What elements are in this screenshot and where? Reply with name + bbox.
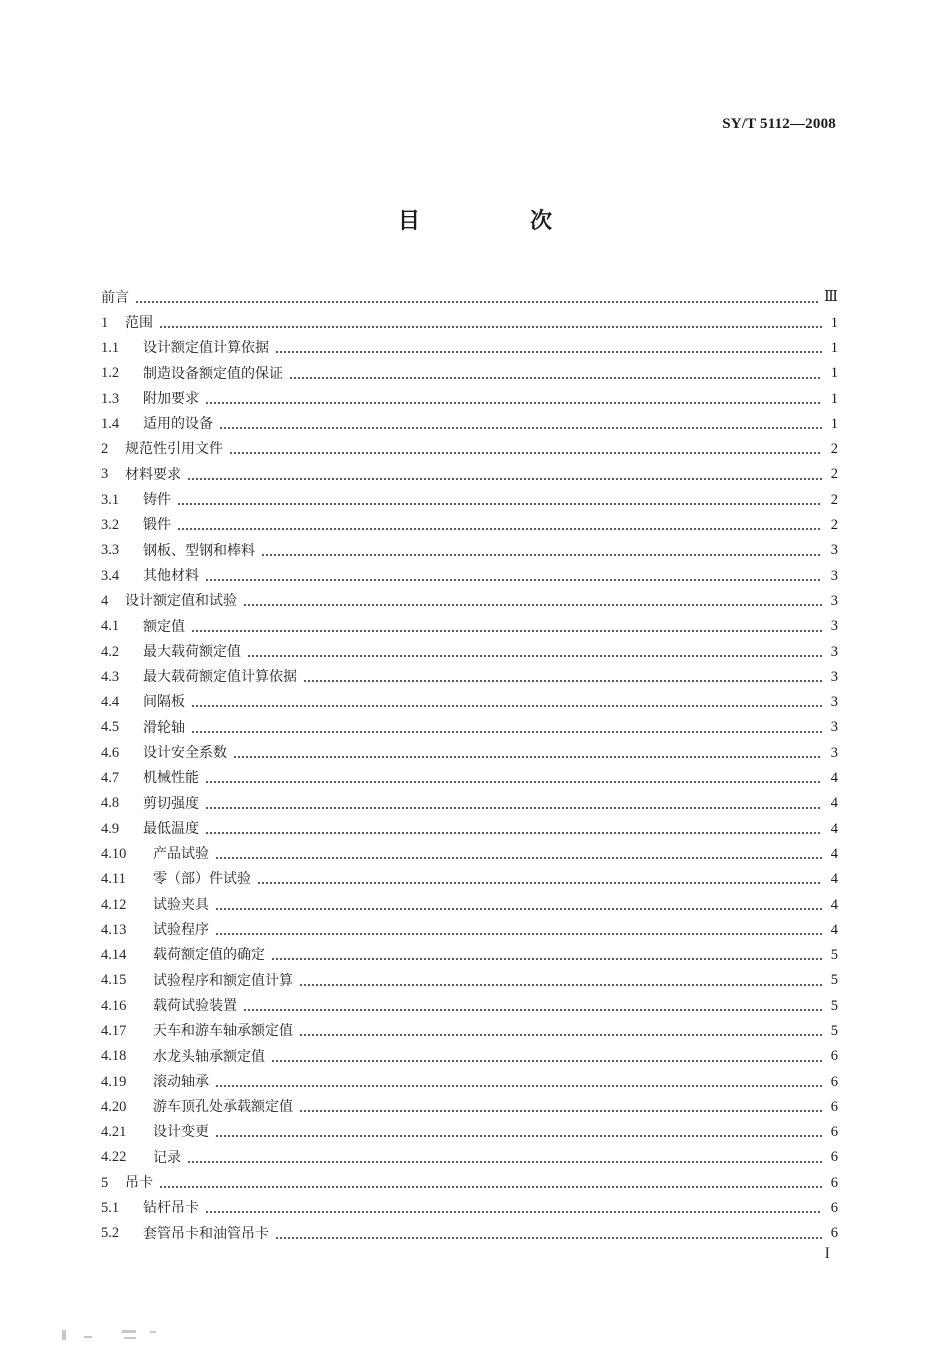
toc-entry-number: 4.11: [101, 871, 126, 888]
toc-entry[interactable]: [101, 892, 838, 917]
dot-leader: [271, 1059, 822, 1062]
toc-entry-label: 试验程序和额定值计算: [153, 972, 293, 989]
toc-entry-label: 锻件: [143, 517, 171, 534]
dot-leader: [289, 376, 822, 379]
toc-entry-number: 5.2: [101, 1225, 120, 1242]
dot-leader: [191, 705, 822, 708]
toc-entry-page: 6: [830, 1124, 838, 1141]
toc-entry[interactable]: [101, 411, 838, 436]
dot-leader: [303, 680, 822, 683]
dot-leader: [187, 1160, 822, 1163]
toc-entry-label: 零（部）件试验: [153, 871, 251, 888]
toc-entry-page: 3: [830, 668, 838, 685]
dot-leader: [219, 427, 822, 430]
toc-entry[interactable]: [101, 589, 838, 614]
dot-leader: [159, 1186, 822, 1189]
toc-entry-number: 4.4: [101, 694, 120, 711]
toc-entry-number: 4.7: [101, 770, 120, 787]
toc-entry-number: 5: [101, 1174, 109, 1191]
dot-leader: [205, 401, 822, 404]
toc-entry[interactable]: [101, 791, 838, 816]
dot-leader: [257, 882, 822, 885]
toc-entry[interactable]: [101, 867, 838, 892]
toc-entry-page: 5: [830, 972, 838, 989]
toc-entry-number: 3: [101, 466, 109, 483]
toc-entry-label: 滑轮轴: [143, 719, 185, 736]
toc-entry-page: 2: [830, 517, 838, 534]
toc-entry-page: 3: [830, 542, 838, 559]
page-number: I: [824, 1245, 830, 1262]
toc-entry-number: 4.19: [101, 1073, 127, 1090]
toc-entry-label: 最低温度: [143, 820, 199, 837]
toc-entry-page: 3: [830, 592, 838, 609]
toc-entry[interactable]: [101, 1145, 838, 1170]
toc-entry[interactable]: [101, 310, 838, 335]
toc-entry-label: 适用的设备: [143, 416, 213, 433]
toc-entry-label: 记录: [153, 1149, 181, 1166]
toc-entry[interactable]: [101, 1095, 838, 1120]
dot-leader: [215, 1135, 822, 1138]
toc-entry-label: 最大载荷额定值计算依据: [143, 669, 297, 686]
scan-artifact: [62, 1328, 172, 1342]
dot-leader: [215, 1084, 822, 1087]
toc-entry-label: 套管吊卡和油管吊卡: [143, 1225, 269, 1242]
dot-leader: [215, 857, 822, 860]
toc-entry-page: 5: [830, 997, 838, 1014]
toc-entry-label: 天车和游车轴承额定值: [153, 1023, 293, 1040]
toc-entry-number: 4.8: [101, 795, 120, 812]
toc-entry-label: 最大载荷额定值: [143, 643, 241, 660]
toc-entry-number: 4.2: [101, 643, 120, 660]
toc-entry-label: 设计变更: [153, 1124, 209, 1141]
toc-entry-number: 1.3: [101, 390, 120, 407]
toc-entry-label: 规范性引用文件: [125, 441, 223, 458]
toc-entry[interactable]: [101, 690, 838, 715]
toc-entry[interactable]: [101, 462, 838, 487]
toc-entry-number: 4.13: [101, 921, 127, 938]
toc-entry-label: 制造设备额定值的保证: [143, 365, 283, 382]
toc-entry-label: 范围: [125, 314, 153, 331]
toc-entry[interactable]: [101, 538, 838, 563]
toc-entry-number: 4.22: [101, 1149, 127, 1166]
toc-entry-page: 3: [830, 694, 838, 711]
table-of-contents: [101, 285, 838, 1246]
toc-entry-label: 附加要求: [143, 390, 199, 407]
dot-leader: [233, 755, 822, 758]
toc-entry[interactable]: [101, 816, 838, 841]
toc-entry-label: 载荷额定值的确定: [153, 947, 265, 964]
toc-entry-number: 4: [101, 592, 109, 609]
toc-entry-label: 其他材料: [143, 567, 199, 584]
toc-entry-number: 4.9: [101, 820, 120, 837]
dot-leader: [229, 452, 822, 455]
dot-leader: [299, 1110, 822, 1113]
dot-leader: [205, 831, 822, 834]
dot-leader: [187, 477, 822, 480]
toc-entry[interactable]: [101, 639, 838, 664]
toc-entry-page: 6: [830, 1048, 838, 1065]
toc-entry-label: 剪切强度: [143, 795, 199, 812]
toc-entry-page: 2: [830, 441, 838, 458]
dot-leader: [205, 1211, 822, 1214]
toc-entry-page: Ⅲ: [824, 289, 838, 306]
toc-entry-number: 4.3: [101, 668, 120, 685]
toc-entry-label: 材料要求: [125, 466, 181, 483]
toc-entry-label: 试验程序: [153, 922, 209, 939]
toc-entry-page: 3: [830, 719, 838, 736]
toc-entry-page: 6: [830, 1225, 838, 1242]
toc-entry-page: 1: [830, 390, 838, 407]
dot-leader: [275, 351, 822, 354]
dot-leader: [299, 983, 822, 986]
toc-entry-number: 4.6: [101, 744, 120, 761]
toc-entry-number: 3.4: [101, 567, 120, 584]
toc-entry-label: 间隔板: [143, 694, 185, 711]
dot-leader: [191, 629, 822, 632]
toc-entry[interactable]: [101, 664, 838, 689]
toc-entry[interactable]: [101, 513, 838, 538]
toc-entry-number: 4.20: [101, 1098, 127, 1115]
toc-entry-page: 6: [830, 1098, 838, 1115]
toc-entry-page: 5: [830, 1023, 838, 1039]
toc-entry[interactable]: [101, 715, 838, 740]
toc-entry-label: 吊卡: [125, 1175, 153, 1192]
toc-entry-label: 额定值: [143, 618, 185, 635]
toc-entry-page: 4: [830, 820, 838, 837]
toc-entry-page: 4: [830, 896, 838, 913]
toc-entry-number: 4.17: [101, 1023, 127, 1039]
toc-entry-page: 6: [830, 1174, 838, 1191]
toc-entry-number: 1.4: [101, 415, 120, 432]
dot-leader: [299, 1034, 822, 1037]
toc-entry-number: 4.16: [101, 997, 127, 1014]
dot-leader: [215, 907, 822, 910]
toc-entry-number: 1.1: [101, 339, 120, 356]
toc-entry-label: 水龙头轴承额定值: [153, 1048, 265, 1065]
toc-entry-label: 钢板、型钢和棒料: [143, 542, 255, 559]
toc-entry-number: 4.1: [101, 618, 120, 635]
dot-leader: [159, 325, 822, 328]
toc-entry-label: 设计额定值和试验: [125, 593, 237, 610]
toc-entry-label: 游车顶孔处承载额定值: [153, 1099, 293, 1116]
toc-entry-number: 1.2: [101, 365, 120, 382]
toc-entry[interactable]: [101, 563, 838, 588]
toc-entry[interactable]: [101, 386, 838, 411]
toc-entry-number: 5.1: [101, 1200, 120, 1217]
toc-entry-page: 5: [830, 947, 838, 964]
dot-leader: [275, 1236, 822, 1239]
dot-leader: [177, 503, 822, 506]
dot-leader: [205, 578, 822, 581]
toc-entry[interactable]: [101, 437, 838, 462]
toc-entry-page: 4: [830, 845, 838, 862]
toc-entry[interactable]: [101, 943, 838, 968]
toc-entry[interactable]: [101, 336, 838, 361]
toc-entry-number: 4.15: [101, 972, 127, 989]
toc-entry[interactable]: [101, 1196, 838, 1221]
dot-leader: [191, 730, 822, 733]
toc-entry-label: 前言: [101, 289, 129, 306]
toc-entry[interactable]: [101, 917, 838, 942]
toc-entry-number: 4.10: [101, 845, 127, 862]
dot-leader: [177, 528, 822, 531]
toc-entry-number: 4.18: [101, 1048, 127, 1065]
toc-entry-number: 4.12: [101, 896, 127, 913]
toc-entry-number: 4.21: [101, 1124, 127, 1141]
toc-entry[interactable]: [101, 766, 838, 791]
toc-entry-page: 1: [830, 314, 838, 331]
toc-entry-page: 6: [830, 1149, 838, 1166]
toc-entry[interactable]: [101, 487, 838, 512]
dot-leader: [205, 781, 822, 784]
toc-entry-label: 钻杆吊卡: [143, 1200, 199, 1217]
toc-entry-number: 3.3: [101, 542, 120, 559]
dot-leader: [215, 933, 822, 936]
toc-entry-number: 1: [101, 314, 109, 331]
standard-code: SY/T 5112—2008: [722, 116, 836, 132]
toc-entry-page: 1: [830, 415, 838, 432]
toc-entry-page: 3: [830, 618, 838, 635]
toc-entry[interactable]: [101, 1069, 838, 1094]
toc-entry-label: 载荷试验装置: [153, 997, 237, 1014]
toc-entry[interactable]: [101, 968, 838, 993]
dot-leader: [271, 958, 822, 961]
toc-entry-number: 4.5: [101, 719, 120, 736]
toc-entry-page: 4: [830, 795, 838, 812]
toc-title: 目 次: [397, 209, 596, 234]
dot-leader: [205, 806, 822, 809]
toc-entry-page: 3: [830, 643, 838, 660]
toc-entry[interactable]: [101, 361, 838, 386]
toc-entry[interactable]: [101, 993, 838, 1018]
toc-entry-page: 3: [830, 567, 838, 584]
toc-entry-number: 4.14: [101, 947, 127, 964]
dot-leader: [135, 300, 818, 303]
toc-entry-number: 3.2: [101, 517, 120, 534]
toc-entry[interactable]: [101, 1044, 838, 1069]
toc-entry-number: 3.1: [101, 491, 120, 508]
toc-entry-label: 设计额定值计算依据: [143, 340, 269, 357]
toc-entry-label: 试验夹具: [153, 896, 209, 913]
toc-entry[interactable]: [101, 740, 838, 765]
toc-entry-page: 1: [830, 365, 838, 382]
toc-entry-page: 4: [830, 770, 838, 787]
dot-leader: [243, 1008, 822, 1011]
toc-entry-label: 产品试验: [153, 846, 209, 863]
toc-entry-page: 6: [830, 1200, 838, 1217]
toc-entry-page: 1: [830, 339, 838, 356]
toc-entry-label: 设计安全系数: [143, 744, 227, 761]
toc-entry-page: 2: [830, 491, 838, 508]
toc-entry[interactable]: [101, 614, 838, 639]
toc-entry[interactable]: [101, 1019, 838, 1044]
toc-entry[interactable]: [101, 1170, 838, 1195]
toc-entry-label: 铸件: [143, 492, 171, 509]
toc-entry[interactable]: [101, 1120, 838, 1145]
toc-entry-page: 4: [830, 921, 838, 938]
dot-leader: [247, 654, 822, 657]
toc-entry[interactable]: [101, 842, 838, 867]
toc-entry-label: 滚动轴承: [153, 1073, 209, 1090]
toc-entry[interactable]: [101, 1221, 838, 1246]
toc-entry-label: 机械性能: [143, 770, 199, 787]
toc-entry-page: 2: [830, 466, 838, 483]
toc-entry[interactable]: [101, 285, 838, 310]
dot-leader: [261, 553, 822, 556]
toc-entry-page: 6: [830, 1073, 838, 1090]
dot-leader: [243, 604, 822, 607]
toc-entry-page: 3: [830, 744, 838, 761]
toc-entry-page: 4: [830, 871, 838, 888]
toc-entry-number: 2: [101, 441, 109, 458]
